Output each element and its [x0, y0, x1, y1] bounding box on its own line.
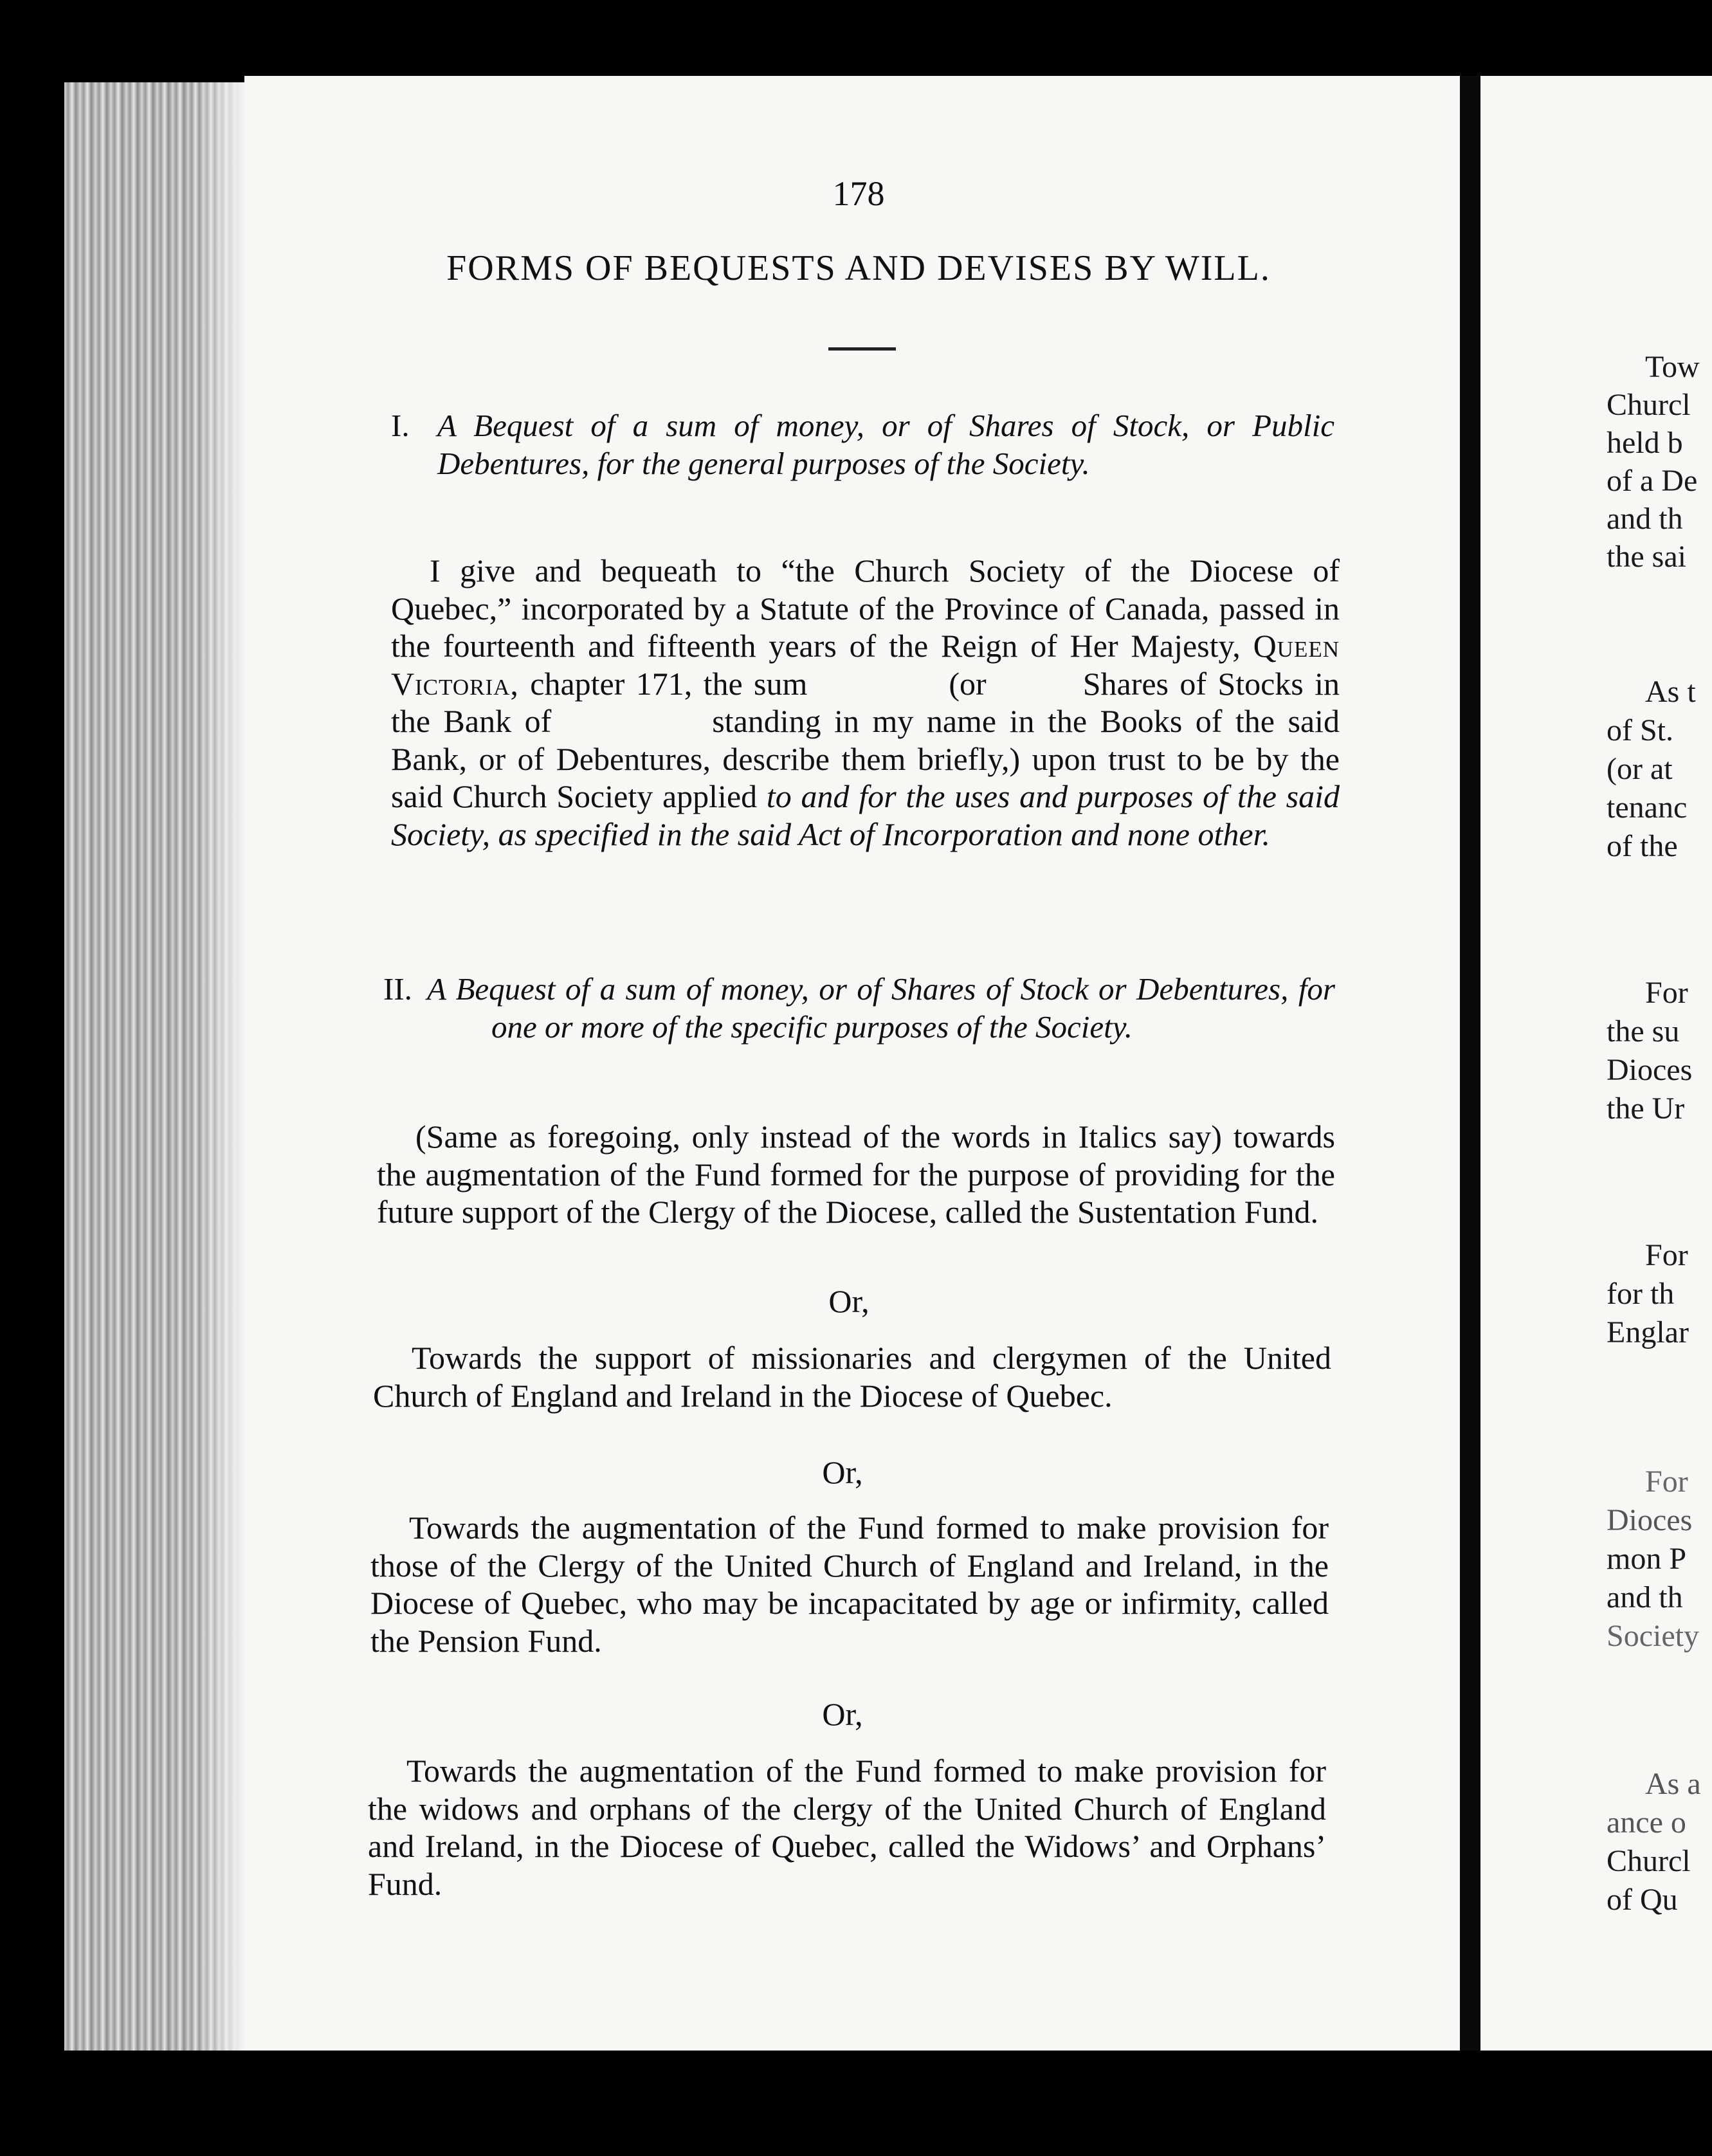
- right-page-fragment: mon P: [1607, 1542, 1687, 1576]
- right-page-fragment: of St.: [1607, 713, 1674, 747]
- queen-victoria: Queen Victoria,: [391, 628, 1340, 702]
- right-page-fragment: For: [1645, 1465, 1688, 1499]
- title-rule: [828, 347, 896, 351]
- page-number: 178: [832, 174, 885, 213]
- or-separator-1: Or,: [828, 1283, 870, 1319]
- right-page-fragment: As t: [1645, 675, 1696, 709]
- right-page-fragment: For: [1645, 1238, 1688, 1272]
- section-2-numeral: II.: [383, 971, 412, 1007]
- right-page-fragment: Churcl: [1607, 388, 1691, 422]
- right-page-fragment: the su: [1607, 1014, 1680, 1048]
- section-2-body-text: (Same as foregoing, only instead of the words in Italics say) towards the augmentation of the Fund formed for the purpose of providing for the future support of the Clergy of the Diocese, called the Sustentation Fund.: [377, 1119, 1335, 1230]
- right-page-fragment: As a: [1645, 1767, 1701, 1801]
- page-title: FORMS OF BEQUESTS AND DEVISES BY WILL.: [446, 248, 1271, 288]
- section-1-body: [391, 552, 1340, 853]
- section-1-body-b3: Shares: [1082, 665, 1169, 702]
- right-page-fragment: Tow: [1645, 350, 1700, 384]
- section-2-heading-text: A Bequest of a sum of money, or of Shares of Stock or Debentures, for one or more of the specific purposes of the Society.: [427, 971, 1335, 1045]
- book-gutter: [1460, 76, 1480, 2051]
- section-1-body-c2: standing in my name in the Books of the said Bank, or of Debentures, describe them briefly,) upon trust to be by the said Church Society applied: [391, 703, 1340, 814]
- section-1-body-c1: of Stocks in the Bank of: [391, 665, 1340, 739]
- right-page-fragment: the sai: [1607, 540, 1686, 574]
- right-page-fragment: ance o: [1607, 1805, 1686, 1840]
- option-missionaries-text: Towards the support of missionaries and clergymen of the United Church of England and Ireland in the Diocese of Quebec.: [373, 1340, 1331, 1414]
- option-pension-fund: [370, 1509, 1329, 1659]
- right-page-fragment: of a De: [1607, 464, 1698, 498]
- right-page-fragment: the Ur: [1607, 1092, 1685, 1126]
- or-separator-3: Or,: [822, 1696, 863, 1732]
- section-1-body-b1: chapter 171, the sum: [530, 665, 808, 702]
- option-missionaries: [373, 1339, 1331, 1414]
- or-separator-2: Or,: [822, 1454, 863, 1490]
- section-1-body-a: I give and bequeath to “the Church Society of the Diocese of Quebec,” incorporated by a Statute of the Province of Canada, passed in the fourteenth and fifteenth years of the Reign of Her Majesty,: [391, 553, 1340, 664]
- right-page-fragment: tenanc: [1607, 790, 1688, 825]
- option-widows-orphans-fund-text: Towards the augmentation of the Fund formed to make provision for the widows and orphans of the clergy of the United Church of England and Ireland, in the Diocese of Quebec, called the Widows’ and Orphans’ Fund.: [368, 1753, 1326, 1902]
- right-page-fragment: Churcl: [1607, 1844, 1691, 1878]
- section-1-body-b2: (or: [949, 665, 987, 702]
- right-page-fragment: For: [1645, 976, 1688, 1010]
- section-1-numeral: I.: [391, 408, 410, 443]
- right-page-fragment: and th: [1607, 502, 1683, 536]
- section-1-body-italic: to and for the uses and purposes of the said Society, as specified in the said Act of Incorporation and none other.: [391, 778, 1340, 852]
- section-1-heading: [391, 407, 1340, 482]
- section-2-heading: [383, 970, 1335, 1046]
- right-page-fragment: Society: [1607, 1619, 1699, 1653]
- page-edge-shade: [193, 82, 244, 2051]
- option-widows-orphans-fund: [368, 1752, 1326, 1903]
- right-page-fragment: for th: [1607, 1277, 1675, 1311]
- right-page-fragment: Dioces: [1607, 1503, 1693, 1537]
- right-page-fragment: Englar: [1607, 1315, 1689, 1349]
- section-2-body: [377, 1118, 1335, 1231]
- right-page-fragment: Dioces: [1607, 1053, 1693, 1087]
- right-page-fragment: held b: [1607, 426, 1683, 460]
- right-page-fragment: (or at: [1607, 752, 1673, 786]
- right-page-text-clip: [1480, 76, 1712, 2051]
- section-1-heading-text: A Bequest of a sum of money, or of Shares of Stock, or Public Debentures, for the general purposes of the Society.: [437, 408, 1334, 481]
- right-page-fragment: of the: [1607, 829, 1678, 863]
- option-pension-fund-text: Towards the augmentation of the Fund formed to make provision for those of the Clergy of the United Church of England and Ireland, in the Diocese of Quebec, who may be incapacitated by age or infirmity, called the Pension Fund.: [370, 1510, 1329, 1659]
- right-page-fragment: of Qu: [1607, 1883, 1678, 1917]
- right-page-fragment: and th: [1607, 1580, 1683, 1614]
